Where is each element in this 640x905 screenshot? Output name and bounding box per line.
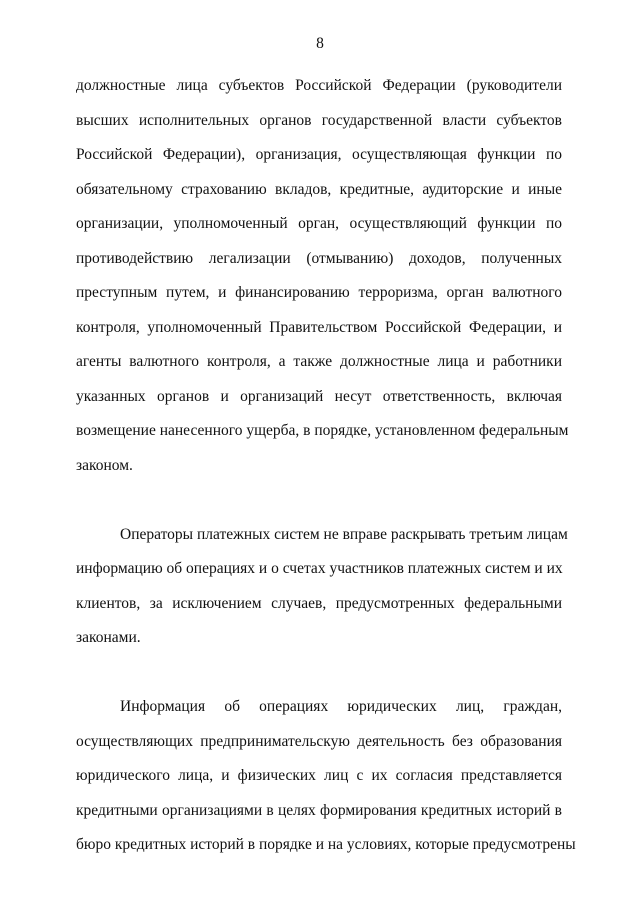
text-line: клиентов, за исключением случаев, предусмотренных федеральными — [76, 594, 562, 612]
paragraph-liability — [76, 75, 569, 489]
text-line: Российской Федерации), организация, осуществляющая функции по — [76, 146, 562, 163]
text-line: должностные лица субъектов Российской Федерации (руководители — [76, 77, 562, 94]
text-line: обязательному страхованию вкладов, кредитные, аудиторские и иные — [76, 180, 562, 198]
text-line: кредитными организациями в целях формирования кредитных историй в — [76, 801, 562, 819]
text-line: преступным путем, и финансированию терроризма, орган валютного — [76, 284, 562, 301]
document-body — [76, 75, 576, 869]
paragraph-credit-histories — [76, 696, 576, 869]
text-line: Информация об операциях юридических лиц, граждан, — [120, 698, 562, 715]
paragraph-spacer — [76, 662, 562, 697]
text-line: законом. — [76, 456, 133, 474]
text-line: организации, уполномоченный орган, осуществляющий функции по — [76, 215, 562, 232]
text-line: противодействию легализации (отмыванию) доходов, полученных — [76, 249, 562, 267]
text-line: контроля, уполномоченный Правительством Российской Федерации, и — [76, 318, 562, 336]
text-line: осуществляющих предпринимательскую деятельность без образования — [76, 732, 562, 750]
text-line: высших исполнительных органов государственной власти субъектов — [76, 111, 562, 129]
text-line: возмещение нанесенного ущерба, в порядке, установленном федеральным — [76, 422, 569, 439]
text-line: Операторы платежных систем не вправе раскрывать третьим лицам — [120, 525, 568, 543]
text-line: агенты валютного контроля, а также должностные лица и работники — [76, 353, 562, 370]
text-line: указанных органов и организаций несут ответственность, включая — [76, 387, 562, 405]
text-line: бюро кредитных историй в порядке и на условиях, которые предусмотрены — [76, 836, 576, 853]
text-line: законами. — [76, 629, 141, 646]
page-number: 8 — [316, 35, 324, 52]
text-line: юридического лица, и физических лиц с их согласия представляется — [76, 767, 562, 784]
paragraph-spacer — [76, 489, 562, 524]
text-line: информацию об операциях и о счетах участников платежных систем и их — [76, 560, 563, 577]
paragraph-payment-systems — [76, 524, 568, 662]
